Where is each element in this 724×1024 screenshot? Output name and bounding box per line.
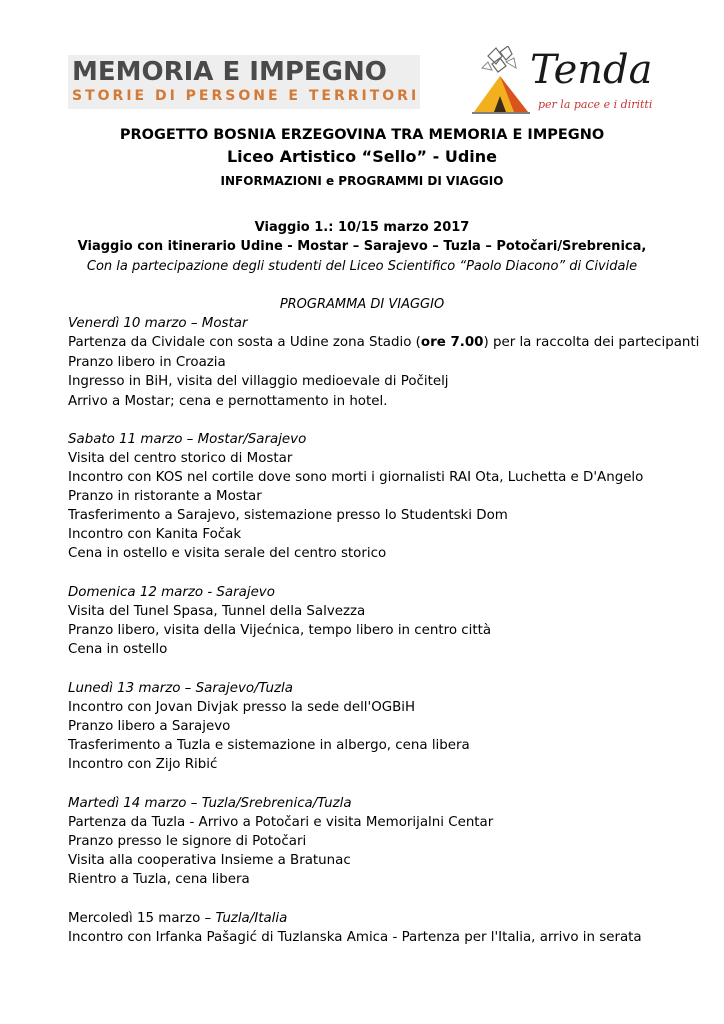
day-2-line-6: Cena in ostello e visita serale del centro storico bbox=[68, 546, 387, 561]
day-1-line-1-pre: Partenza da Cividale con sosta a Udine zona Stadio ( bbox=[68, 335, 421, 350]
trip-participation: Con la partecipazione degli studenti del Liceo Scientifico “Paolo Diacono” di Cividale bbox=[86, 259, 638, 274]
memoria-logo-title: MEMORIA E IMPEGNO bbox=[72, 57, 387, 87]
day-4-line-3: Trasferimento a Tuzla e sistemazione in albergo, cena libera bbox=[68, 738, 470, 753]
day-4-line-4: Incontro con Zijo Ribić bbox=[68, 757, 218, 772]
day-5-line-4: Rientro a Tuzla, cena libera bbox=[68, 872, 250, 887]
day-3-line-1: Visita del Tunel Spasa, Tunnel della Salvezza bbox=[68, 604, 366, 619]
day-2-line-3: Pranzo in ristorante a Mostar bbox=[68, 489, 262, 504]
day-2-title: Sabato 11 marzo – Mostar/Sarajevo bbox=[68, 432, 307, 447]
day-5-line-1: Partenza da Tuzla - Arrivo a Potočari e visita Memorijalni Centar bbox=[68, 815, 494, 830]
memoria-e-impegno-logo bbox=[68, 55, 420, 109]
day-1-line-4: Arrivo a Mostar; cena e pernottamento in hotel. bbox=[68, 394, 388, 409]
day-5-line-3: Visita alla cooperativa Insieme a Bratunac bbox=[68, 853, 351, 868]
day-4-line-2: Pranzo libero a Sarajevo bbox=[68, 719, 231, 734]
trip-label: Viaggio 1.: 10/15 marzo 2017 bbox=[254, 220, 470, 235]
day-2-line-5: Incontro con Kanita Fočak bbox=[68, 527, 242, 542]
day-3-line-2: Pranzo libero, visita della Vijećnica, tempo libero in centro città bbox=[68, 623, 492, 638]
tenda-logo-name: Tenda bbox=[530, 47, 653, 93]
header-logos bbox=[0, 0, 724, 125]
day-3-title: Domenica 12 marzo - Sarajevo bbox=[68, 585, 275, 600]
day-4-title: Lunedì 13 marzo – Sarajevo/Tuzla bbox=[68, 681, 293, 696]
day-6-line-1: Incontro con Irfanka Pašagić di Tuzlanska Amica - Partenza per l'Italia, arrivo in serata bbox=[68, 930, 642, 945]
day-5-line-2: Pranzo presso le signore di Potočari bbox=[68, 834, 307, 849]
day-1-line-3: Ingresso in BiH, visita del villaggio medioevale di Počitelj bbox=[68, 374, 449, 389]
day-5-title: Martedì 14 marzo – Tuzla/Srebrenica/Tuzla bbox=[68, 796, 352, 811]
day-6-title bbox=[68, 910, 287, 928]
day-1-line-2: Pranzo libero in Croazia bbox=[68, 355, 226, 370]
day-2-line-1: Visita del centro storico di Mostar bbox=[68, 451, 293, 466]
school-name: Liceo Artistico “Sello” - Udine bbox=[226, 147, 497, 166]
day-4-line-1: Incontro con Jovan Divjak presso la sede dell'OGBiH bbox=[68, 700, 416, 715]
tent-icon bbox=[470, 46, 532, 118]
tenda-logo-tagline: per la pace e i diritti bbox=[538, 98, 653, 111]
day-6-title-date: Mercoledì 15 marzo – bbox=[68, 911, 216, 926]
memoria-logo-subtitle: STORIE DI PERSONE E TERRITORI bbox=[72, 88, 420, 104]
day-1-departure-time: ore 7.00 bbox=[420, 335, 484, 350]
day-1-line-1 bbox=[68, 334, 699, 352]
day-6-title-route: Tuzla/Italia bbox=[215, 911, 288, 926]
trip-itinerary: Viaggio con itinerario Udine - Mostar – Sarajevo – Tuzla – Potočari/Srebrenica, bbox=[77, 239, 647, 254]
day-2-line-4: Trasferimento a Sarajevo, sistemazione presso lo Studentski Dom bbox=[68, 508, 508, 523]
day-1-title: Venerdì 10 marzo – Mostar bbox=[68, 316, 248, 331]
document-title: PROGETTO BOSNIA ERZEGOVINA TRA MEMORIA E IMPEGNO bbox=[119, 127, 605, 143]
day-3-line-3: Cena in ostello bbox=[68, 642, 168, 657]
program-heading: PROGRAMMA DI VIAGGIO bbox=[279, 297, 445, 312]
document-subtitle: INFORMAZIONI e PROGRAMMI DI VIAGGIO bbox=[220, 174, 504, 188]
day-1-line-1-post: ) per la raccolta dei partecipanti bbox=[483, 335, 700, 350]
day-2-line-2: Incontro con KOS nel cortile dove sono morti i giornalisti RAI Ota, Luchetta e D'Angelo bbox=[68, 470, 644, 485]
tenda-logo bbox=[470, 46, 670, 121]
